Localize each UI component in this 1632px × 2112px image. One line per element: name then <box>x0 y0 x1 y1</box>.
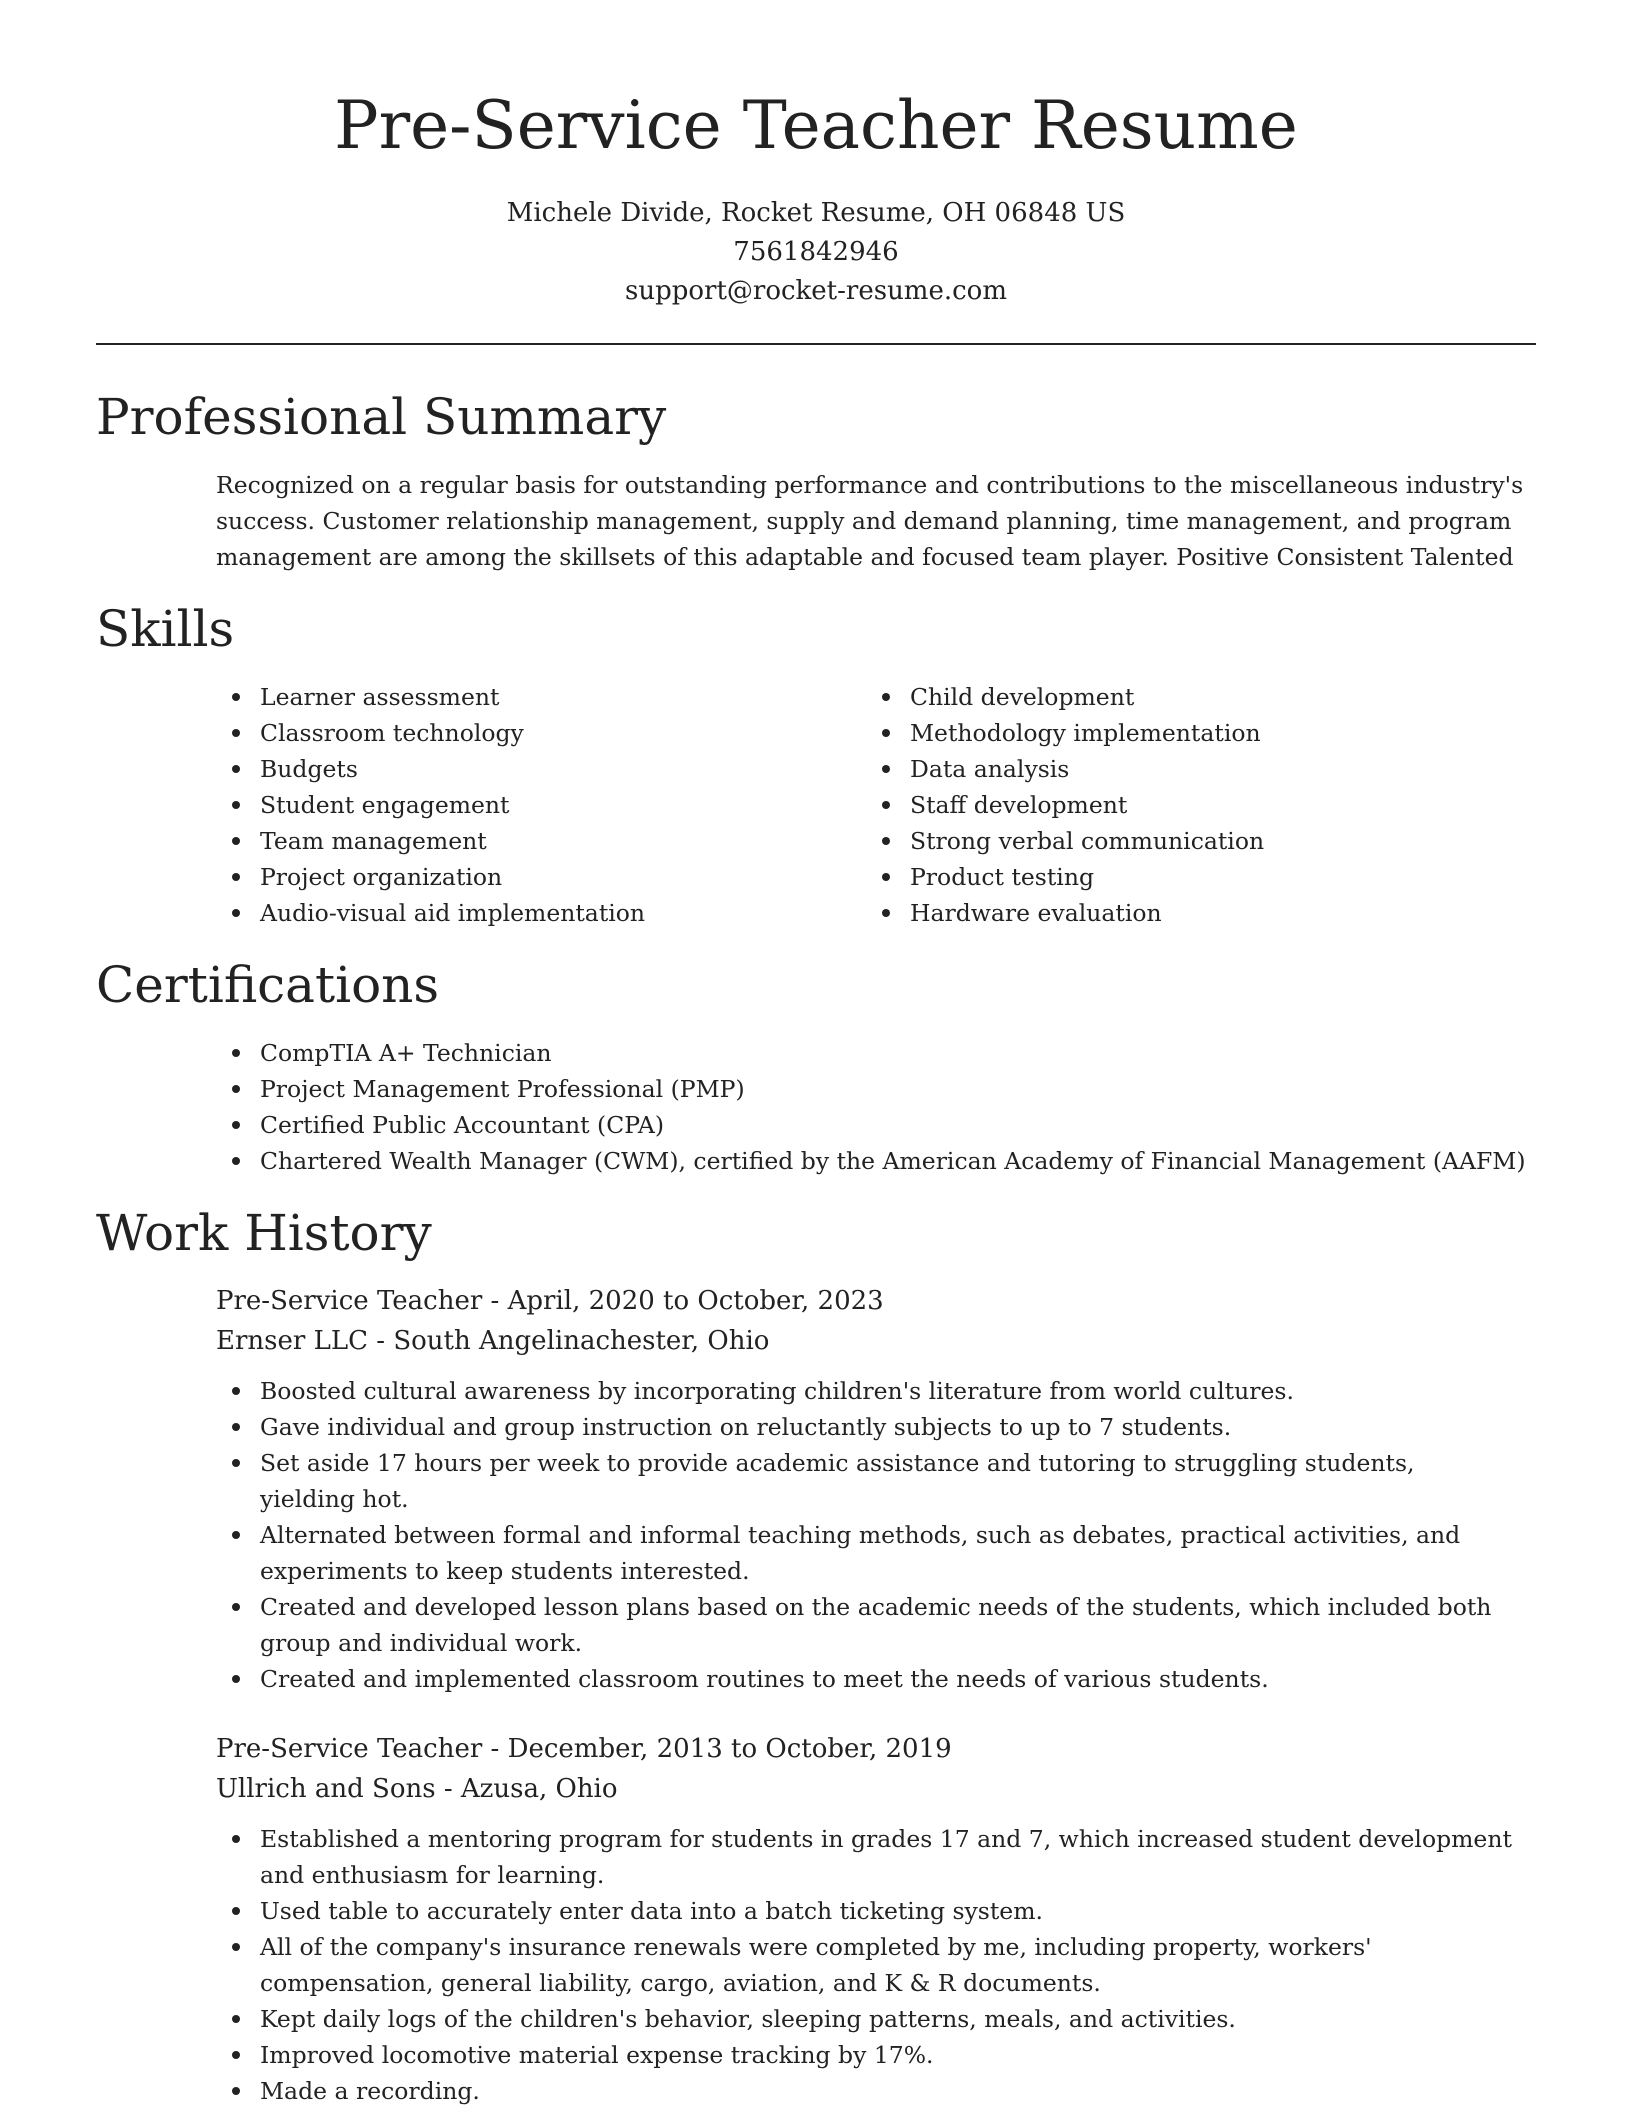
certification-item: CompTIA A+ Technician <box>216 1035 1536 1071</box>
certifications-list <box>216 1035 1536 1179</box>
skill-item: Data analysis <box>866 751 1516 787</box>
skill-item: Classroom technology <box>216 715 866 751</box>
contact-phone: 7561842946 <box>733 237 899 267</box>
job-bullets <box>216 1821 1516 2109</box>
contact-email: support@rocket-resume.com <box>624 276 1007 306</box>
job-bullet: Created and developed lesson plans based on the academic needs of the students, which included both group and individual work. <box>216 1589 1516 1661</box>
skill-item: Team management <box>216 823 866 859</box>
skill-item: Student engagement <box>216 787 866 823</box>
job-title-line: Pre-Service Teacher - December, 2013 to October, 2019 <box>216 1734 952 1764</box>
job-bullet: Set aside 17 hours per week to provide academic assistance and tutoring to struggling students, yielding hot. <box>216 1445 1516 1517</box>
job-bullet: Boosted cultural awareness by incorporating children's literature from world cultures. <box>216 1373 1516 1409</box>
job-dates: April, 2020 to October, 2023 <box>507 1286 884 1316</box>
skills-heading: Skills <box>96 600 235 658</box>
job-bullet: All of the company's insurance renewals were completed by me, including property, workers' compensation, general liability, cargo, aviation, and K & R documents. <box>216 1929 1516 2001</box>
resume-title: Pre-Service Teacher Resume <box>334 87 1298 164</box>
job-entry <box>216 1729 1536 2109</box>
job-bullet: Used table to accurately enter data into a batch ticketing system. <box>216 1893 1516 1929</box>
work-history-heading: Work History <box>96 1204 432 1262</box>
job-dates: December, 2013 to October, 2019 <box>507 1734 952 1764</box>
job-bullets <box>216 1373 1516 1697</box>
job-bullet: Kept daily logs of the children's behavior, sleeping patterns, meals, and activities. <box>216 2001 1516 2037</box>
contact-address: Michele Divide, Rocket Resume, OH 06848 US <box>506 198 1126 228</box>
skills-section <box>96 599 1536 931</box>
skills-right-list <box>866 679 1516 931</box>
resume-page <box>96 0 1536 2109</box>
skill-item: Budgets <box>216 751 866 787</box>
skill-item: Learner assessment <box>216 679 866 715</box>
skills-left-list <box>216 679 866 931</box>
job-entry <box>216 1281 1536 1697</box>
job-bullet: Gave individual and group instruction on reluctantly subjects to up to 7 students. <box>216 1409 1516 1445</box>
certification-item: Chartered Wealth Manager (CWM), certified by the American Academy of Financial Management (AAFM) <box>216 1143 1536 1179</box>
job-company-line: Ernser LLC - South Angelinachester, Ohio <box>216 1326 770 1356</box>
job-company-line: Ullrich and Sons - Azusa, Ohio <box>216 1774 618 1804</box>
skill-item: Audio-visual aid implementation <box>216 895 866 931</box>
job-location: South Angelinachester, Ohio <box>393 1326 770 1356</box>
skills-columns <box>216 679 1536 931</box>
certifications-section <box>96 955 1536 1179</box>
summary-heading: Professional Summary <box>96 388 667 446</box>
job-company: Ernser LLC <box>216 1326 369 1356</box>
skill-item: Hardware evaluation <box>866 895 1516 931</box>
skill-item: Methodology implementation <box>866 715 1516 751</box>
summary-text: Recognized on a regular basis for outstanding performance and contributions to the miscellaneous industry's success. Customer relationship management, supply and demand planning, time management, and program management are among the skillsets of this adaptable and focused team player. Positive Consistent Talented <box>216 471 1524 571</box>
contact-block <box>96 194 1536 311</box>
skill-item: Staff development <box>866 787 1516 823</box>
certifications-heading: Certifications <box>96 956 440 1014</box>
job-bullet: Established a mentoring program for students in grades 17 and 7, which increased student development and enthusiasm for learning. <box>216 1821 1516 1893</box>
skill-item: Project organization <box>216 859 866 895</box>
job-bullet: Improved locomotive material expense tracking by 17%. <box>216 2037 1516 2073</box>
summary-section <box>96 387 1536 575</box>
work-history-section <box>96 1203 1536 2109</box>
job-location: Azusa, Ohio <box>460 1774 618 1804</box>
job-company: Ullrich and Sons <box>216 1774 436 1804</box>
skill-item: Product testing <box>866 859 1516 895</box>
header-divider <box>96 343 1536 345</box>
skill-item: Child development <box>866 679 1516 715</box>
job-bullet: Made a recording. <box>216 2073 1516 2109</box>
certification-item: Project Management Professional (PMP) <box>216 1071 1536 1107</box>
skill-item: Strong verbal communication <box>866 823 1516 859</box>
certification-item: Certified Public Accountant (CPA) <box>216 1107 1536 1143</box>
job-title-line: Pre-Service Teacher - April, 2020 to October, 2023 <box>216 1286 884 1316</box>
job-bullet: Created and implemented classroom routines to meet the needs of various students. <box>216 1661 1516 1697</box>
job-title: Pre-Service Teacher <box>216 1734 483 1764</box>
job-title: Pre-Service Teacher <box>216 1286 483 1316</box>
job-bullet: Alternated between formal and informal teaching methods, such as debates, practical activities, and experiments to keep students interested. <box>216 1517 1516 1589</box>
